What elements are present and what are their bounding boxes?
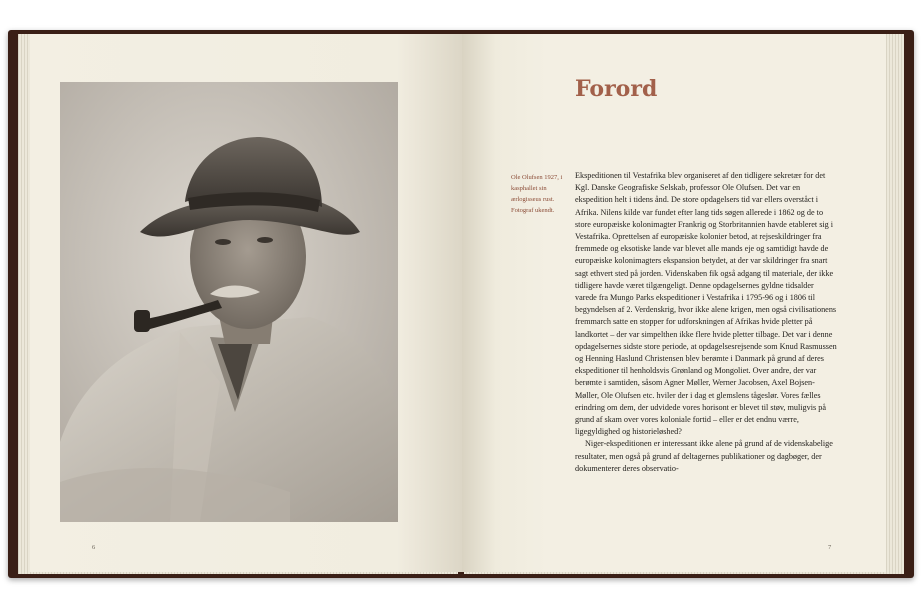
photo-caption: Ole Olufsen 1927, i kasphallet sin ærlogisseus rust. Fotograf ukendt. [511, 174, 563, 214]
page-number-left: 6 [92, 544, 96, 551]
page-number-right: 7 [828, 544, 832, 551]
body-text [575, 170, 837, 475]
portrait-photo [60, 82, 398, 522]
body-paragraph: Ekspeditionen til Vestafrika blev organiseret af den tidligere sekretær for det Kgl. Danske Geografiske Selskab, professor Ole Olufsen. Det var en ekspedition helt i tidens ånd. De store opdagelsers tid var ellers overståct i Afrika. Nilens kilde var fundet efter lang tids søgen allerede i 1862 og de to store europæiske kolonimagter Frankrig og Storbritannien havde etableret sig i Vestafrika. Oprettelsen af europæiske kolonier betod, at rejseskildringer fra fremmede og eksotiske lande var blevet alle mands eje og samtidigt havde de europæiske kolonimagters ekspansion betydet, at der var skildringer fra snart sagt ethvert sted på jorden. Videnskaben fik også adgang til materiale, der ikke tidligere havde været tilgængeligt. Denne opdagelsernes gyldne tidsalder varede fra Mungo Parks ekspeditioner i Vestafrika i 1795-96 og i 1806 til begyndelsen af 2. Verdenskrig, hvor ikke alene krigen, men også civilisationens fremmarch satte en stopper for udforskningen af Afrikas hvide pletter på landkortet – der var simpelthen ikke flere hvide pletter tilbage. Det var i denne opdagelsernes sidste store periode, at opdagelsesrejsende som Knud Rasmussen og Henning Haslund Christensen blev berømte i Danmark på grund af deres ekspeditioner til henholdsvis Grønland og Mongoliet. Over andre, der var berømte i samtiden, såsom Agner Møller, Werner Jacobsen, Axel Bojsen-Møller, Ole Olufsen etc. hviler der i dag et glemslens tågeslør. Vores fælles erindring om dem, der udvidede vores horisont er blevet til støv, muligvis på grund af skam over vores koloniale fortid – eller er det endnu værre, ligegyldighed og historieløshed? [575, 171, 837, 437]
chapter-title: Forord [575, 76, 658, 102]
body-paragraph: Niger-ekspeditionen er interessant ikke alene på grund af de videnskabelige resultater, men også på grund af deltagernes publikationer og dagbøger, der dokumenterer deres observatio- [575, 439, 833, 473]
